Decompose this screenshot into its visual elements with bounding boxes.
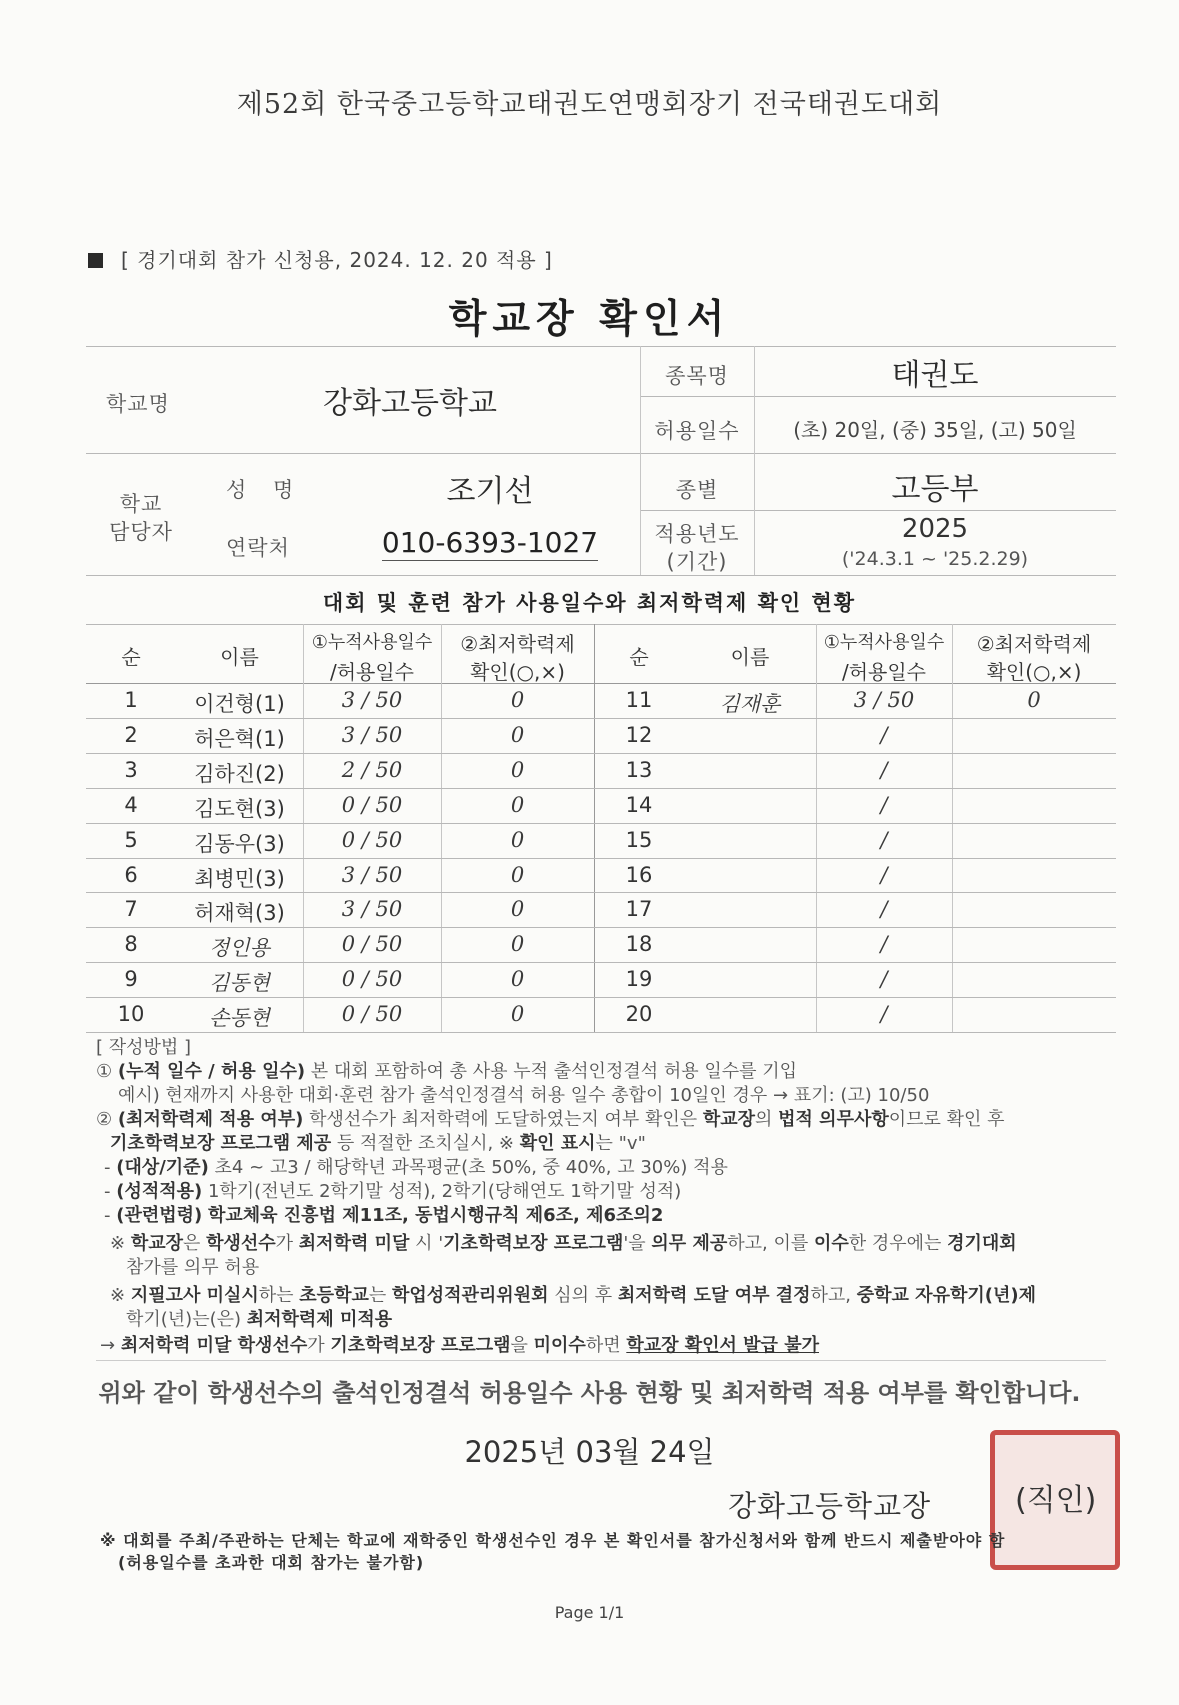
table-cell-name: 정인용 — [209, 936, 270, 961]
contact-name: 조기선 — [446, 474, 534, 509]
table-cell-no: 20 — [625, 1002, 653, 1027]
table-cell-no: 17 — [625, 897, 653, 922]
table-cell-name: 이건형(1) — [194, 692, 285, 716]
table-cell-no: 5 — [124, 827, 138, 852]
table-cell-check: 0 — [510, 967, 525, 992]
table-cell-days: / — [880, 792, 888, 817]
allowed-days-label: 허용일수 — [654, 419, 740, 443]
division-value: 고등부 — [891, 472, 979, 507]
table-cell-days: / — [880, 1002, 888, 1027]
footnote — [100, 1530, 1005, 1574]
table-cell-name: 김하진(2) — [194, 761, 285, 786]
table-cell-name: 김재훈 — [719, 692, 781, 716]
allowed-days-value: (초) 20일, (중) 35일, (고) 50일 — [793, 418, 1077, 442]
table-cell-name: 허은혁(1) — [194, 726, 285, 751]
col-header-check: ②최저학력제 — [460, 632, 575, 656]
table-cell-name: 최병민(3) — [194, 866, 285, 891]
table-cell-no: 12 — [625, 722, 653, 747]
table-cell-no: 15 — [625, 827, 653, 852]
table-cell-no: 10 — [117, 1002, 145, 1027]
school-name-label: 학교명 — [106, 392, 170, 416]
table-cell-no: 6 — [124, 862, 138, 887]
table-cell-days: / — [880, 932, 888, 957]
method-line-7: - (관련법령) 학교체육 진흥법 제11조, 동법시행규칙 제6조, 제6조의2 — [104, 1205, 664, 1226]
table-cell-name: 김동현 — [209, 971, 270, 996]
table-cell-no: 3 — [124, 757, 138, 782]
method-heading: [ 작성방법 ] — [96, 1037, 192, 1058]
table-cell-no: 11 — [625, 688, 653, 712]
method-line-3: ② (최저학력제 적용 여부) 학생선수가 최저학력에 도달하였는지 여부 확인은 학교장의 법적 의무사항이므로 확인 후 — [96, 1109, 1005, 1130]
table-cell-check: 0 — [510, 792, 525, 817]
table-cell-days: / — [880, 967, 888, 992]
table-cell-name: 김도현(3) — [194, 796, 285, 821]
table-cell-days: 3 / 50 — [341, 897, 403, 922]
form-note — [88, 244, 553, 273]
method-line-6: - (성적적용) 1학기(전년도 2학기말 성적), 2학기(당해연도 1학기말 성적) — [104, 1181, 682, 1202]
table-cell-no: 9 — [124, 967, 138, 992]
division-label: 종별 — [675, 478, 719, 502]
table-cell-check: 0 — [1027, 688, 1041, 712]
method-line-10: ※ 지필고사 미실시하는 초등학교는 학업성적관리위원회 심의 후 최저학력 도달 여부 결정하고, 중학교 자유학기(년)제 — [110, 1285, 1036, 1306]
table-cell-days: / — [880, 757, 888, 782]
col-header-check-right-2: 확인(○,×) — [986, 660, 1082, 684]
table-cell-days: / — [880, 862, 888, 887]
method-line-9: 참가를 의무 허용 — [126, 1257, 260, 1278]
method-line-5: - (대상/기준) 초4 ~ 고3 / 해당학년 과목평균(초 50%, 중 40%, 고 30%) 적용 — [104, 1157, 728, 1178]
table-cell-no: 16 — [625, 862, 653, 887]
table-cell-check: 0 — [510, 722, 525, 747]
table-cell-check: 0 — [510, 688, 525, 712]
year-label: 적용년도 — [654, 522, 740, 546]
table-title: 대회 및 훈련 참가 사용일수와 최저학력제 확인 현황 — [322, 591, 857, 615]
table-cell-days: 0 / 50 — [341, 967, 403, 992]
official-seal-stamp — [990, 1430, 1120, 1570]
confirmation-statement: 위와 같이 학생선수의 출석인정결석 허용일수 사용 현황 및 최저학력 적용 여부를 확인합니다. — [98, 1379, 1081, 1407]
table-cell-check: 0 — [510, 757, 525, 782]
event-title: 제52회 한국중고등학교태권도연맹회장기 전국태권도대회 — [236, 89, 943, 120]
col-header-days-2: /허용일수 — [329, 660, 415, 684]
footnote-line-2: (허용일수를 초과한 대회 참가는 불가함) — [118, 1553, 425, 1572]
table-cell-no: 18 — [625, 932, 653, 957]
table-cell-no: 7 — [124, 897, 138, 922]
table-cell-no: 2 — [124, 722, 138, 747]
col-header-days-right: ①누적사용일수 — [823, 632, 945, 653]
col-header-check-right: ②최저학력제 — [976, 632, 1092, 656]
table-cell-no: 13 — [625, 757, 653, 782]
table-cell-no: 14 — [625, 792, 653, 817]
table-cell-no: 19 — [625, 967, 653, 992]
method-line-11: 학기(년)는(은) 최저학력제 미적용 — [126, 1309, 393, 1330]
name-label: 성 명 — [226, 478, 295, 502]
table-cell-days: 3 / 50 — [341, 862, 403, 887]
method-line-8: ※ 학교장은 학생선수가 최저학력 미달 시 '기초학력보장 프로그램'을 의무 제공하고, 이를 이수한 경우에는 경기대회 — [110, 1233, 1017, 1254]
col-header-no-right: 순 — [629, 645, 649, 669]
principal-name: 강화고등학교장 — [728, 1489, 932, 1523]
table-cell-check: 0 — [510, 1002, 525, 1027]
method-line-12: → 최저학력 미달 학생선수가 기초학력보장 프로그램을 미이수하면 학교장 확인서 발급 불가 — [100, 1335, 819, 1356]
table-cell-days: 3 / 50 — [341, 688, 403, 712]
sport-label: 종목명 — [665, 364, 729, 388]
method-line-2: 예시) 현재까지 사용한 대회·훈련 참가 출석인정결석 허용 일수 총합이 10일인 경우 → 표기: (고) 10/50 — [118, 1085, 930, 1106]
contact-group-label-2: 담당자 — [109, 520, 173, 544]
col-header-name-right: 이름 — [730, 645, 770, 669]
table-cell-name: 손동현 — [209, 1006, 270, 1031]
col-header-no: 순 — [121, 645, 141, 669]
table-cell-name: 김동우(3) — [194, 831, 285, 856]
phone-value: 010-6393-1027 — [381, 526, 599, 559]
table-cell-name: 허재혁(3) — [194, 901, 285, 926]
square-bullet-icon — [88, 253, 103, 268]
issue-date: 2025년 03월 24일 — [464, 1435, 715, 1469]
year-label-2: (기간) — [666, 550, 728, 574]
col-header-check-2: 확인(○,×) — [470, 660, 565, 684]
document-title: 학교장 확인서 — [448, 297, 731, 342]
col-header-name: 이름 — [220, 645, 259, 669]
contact-group-label: 학교 — [119, 492, 163, 516]
table-cell-no: 8 — [124, 932, 138, 957]
table-cell-days: 0 / 50 — [341, 1002, 403, 1027]
footnote-line-1: ※ 대회를 주최/주관하는 단체는 학교에 재학중인 학생선수인 경우 본 확인서를 참가신청서와 함께 반드시 제출받아야 함 — [100, 1531, 1006, 1550]
method-line-1: ① (누적 일수 / 허용 일수) 본 대회 포함하여 총 사용 누적 출석인정결석 허용 일수를 기입 — [96, 1061, 797, 1082]
table-cell-days: 2 / 50 — [341, 757, 403, 782]
table-cell-check: 0 — [510, 827, 525, 852]
table-cell-check: 0 — [510, 862, 525, 887]
table-cell-days: 3 / 50 — [341, 722, 403, 747]
period-value: ('24.3.1 ~ '25.2.29) — [841, 548, 1029, 570]
col-header-days-right-2: /허용일수 — [841, 660, 927, 684]
seal-label: (직인) — [1015, 1483, 1097, 1518]
phone-label: 연락처 — [226, 536, 290, 560]
school-name: 강화고등학교 — [323, 386, 497, 421]
sport-value: 태권도 — [891, 358, 979, 393]
table-cell-days: 0 / 50 — [341, 827, 403, 852]
table-cell-days: 0 / 50 — [341, 932, 403, 957]
method-line-4: 기초학력보장 프로그램 제공 등 적절한 조치실시, ※ 확인 표시는 "v" — [110, 1133, 646, 1154]
table-cell-days: 3 / 50 — [853, 688, 915, 712]
year-value: 2025 — [901, 514, 969, 544]
table-cell-days: / — [880, 827, 888, 852]
table-cell-check: 0 — [510, 897, 525, 922]
page-number: Page 1/1 — [554, 1603, 625, 1622]
table-cell-days: / — [880, 722, 888, 747]
table-cell-days: / — [880, 897, 888, 922]
col-header-days: ①누적사용일수 — [311, 632, 433, 653]
table-cell-check: 0 — [510, 932, 525, 957]
table-cell-days: 0 / 50 — [341, 792, 403, 817]
form-note-text: [ 경기대회 참가 신청용, 2024. 12. 20 적용 ] — [121, 248, 553, 272]
table-cell-no: 1 — [124, 688, 138, 712]
table-cell-no: 4 — [124, 792, 138, 817]
